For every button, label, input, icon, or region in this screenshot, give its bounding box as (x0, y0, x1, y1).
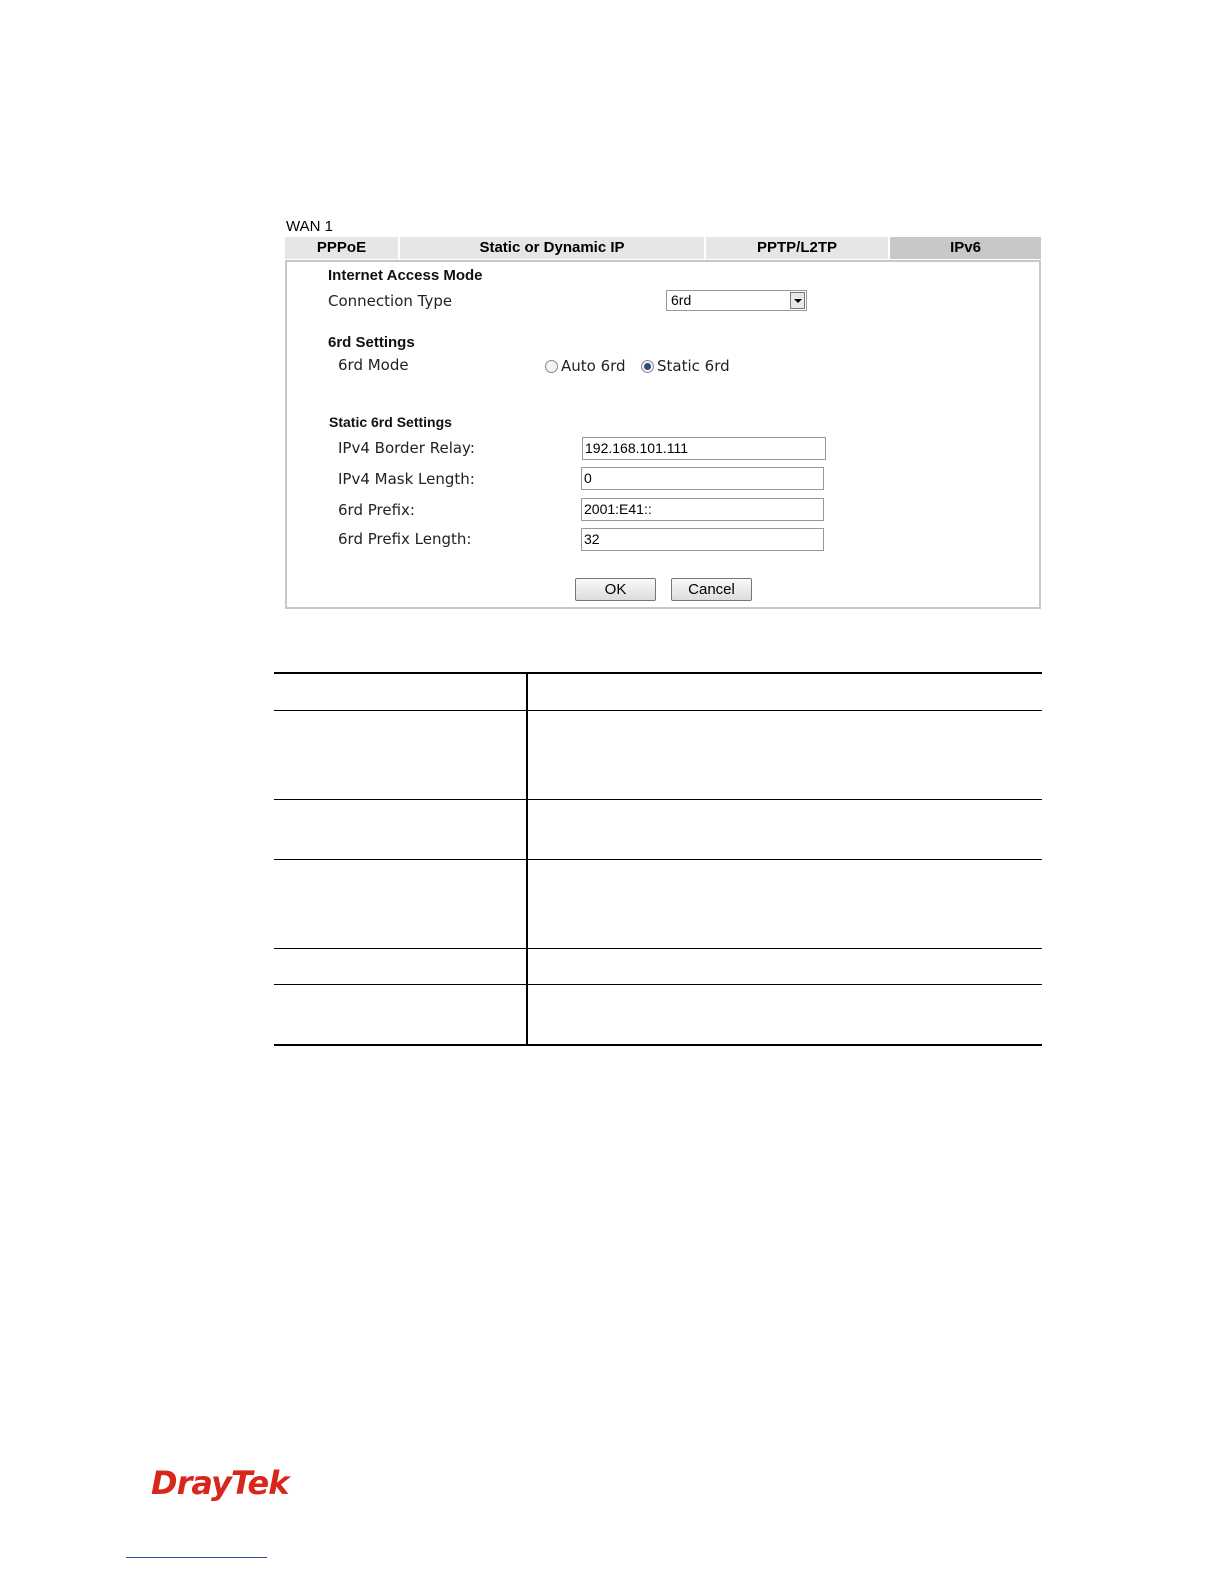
6rd-mode-label: 6rd Mode (338, 356, 409, 374)
connection-type-value: 6rd (671, 292, 692, 308)
table-row-divider (274, 799, 1042, 800)
ipv4-border-relay-label: IPv4 Border Relay: (338, 439, 475, 457)
connection-type-label: Connection Type (328, 292, 453, 310)
internet-access-mode-title: Internet Access Mode (328, 267, 483, 284)
table-column-divider (526, 672, 528, 1046)
chevron-down-icon[interactable] (790, 292, 805, 309)
static-6rd-option[interactable] (641, 357, 730, 375)
static-6rd-radio[interactable] (641, 360, 654, 373)
static-6rd-settings-title: Static 6rd Settings (329, 414, 452, 430)
wan-title: WAN 1 (286, 218, 333, 235)
ipv4-mask-length-input[interactable]: 0 (581, 467, 824, 490)
6rd-prefix-input[interactable]: 2001:E41:: (581, 498, 824, 521)
table-row-divider (274, 948, 1042, 949)
tab-ipv6[interactable]: IPv6 (890, 237, 1041, 259)
6rd-prefix-label: 6rd Prefix: (338, 501, 415, 519)
description-table (274, 672, 1042, 1046)
cancel-button[interactable]: Cancel (671, 578, 752, 601)
auto-6rd-option[interactable] (545, 357, 626, 375)
6rd-prefix-length-label: 6rd Prefix Length: (338, 530, 472, 548)
auto-6rd-radio[interactable] (545, 360, 558, 373)
table-row-divider (274, 984, 1042, 985)
static-6rd-label: Static 6rd (657, 357, 730, 375)
tab-static-or-dynamic-ip[interactable]: Static or Dynamic IP (400, 237, 706, 259)
tab-pptp-l2tp[interactable]: PPTP/L2TP (706, 237, 890, 259)
tab-bar (285, 237, 1041, 259)
tab-pppoe[interactable]: PPPoE (285, 237, 400, 259)
ok-button[interactable]: OK (575, 578, 656, 601)
settings-panel (285, 260, 1041, 609)
auto-6rd-label: Auto 6rd (561, 357, 626, 375)
ipv4-mask-length-label: IPv4 Mask Length: (338, 470, 475, 488)
table-row-divider (274, 710, 1042, 711)
draytek-logo: DrayTek (151, 1464, 289, 1502)
table-bottom-border (274, 1044, 1042, 1046)
6rd-settings-title: 6rd Settings (328, 334, 415, 351)
connection-type-select[interactable] (666, 290, 807, 311)
6rd-prefix-length-input[interactable]: 32 (581, 528, 824, 551)
table-top-border (274, 672, 1042, 674)
table-row-divider (274, 859, 1042, 860)
footer-link-underline (126, 1557, 267, 1558)
ipv4-border-relay-input[interactable]: 192.168.101.111 (582, 437, 826, 460)
